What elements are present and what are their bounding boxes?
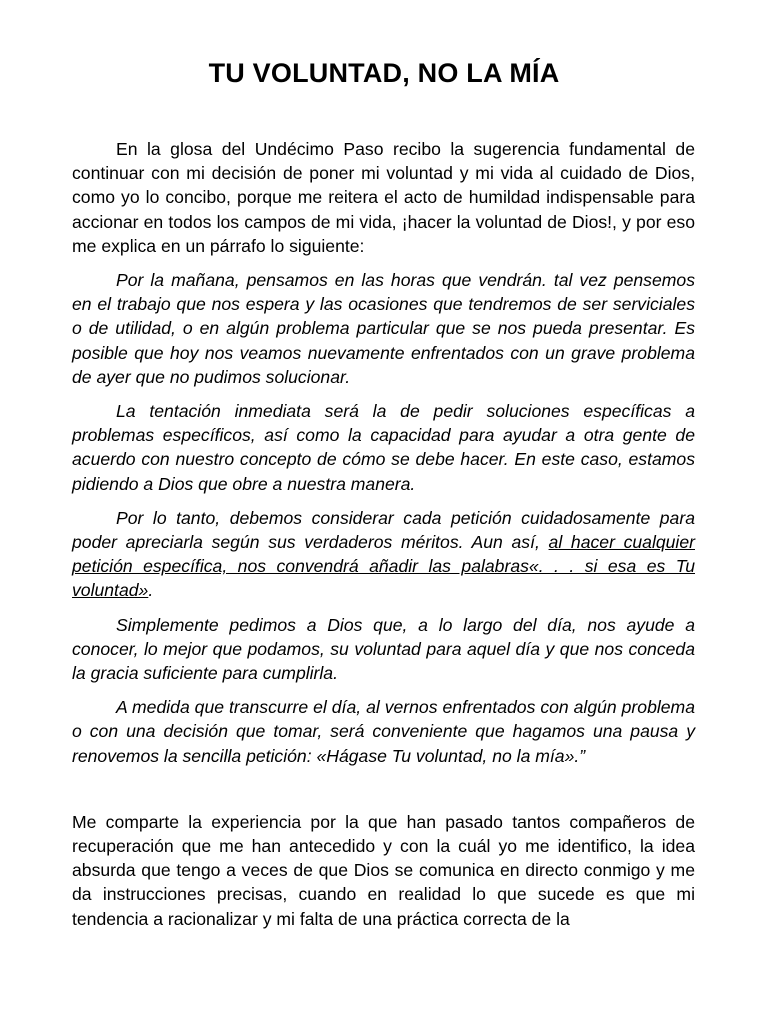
document-title: TU VOLUNTAD, NO LA MÍA <box>208 58 560 88</box>
quote-paragraph-4: Simplemente pedimos a Dios que, a lo largo del día, nos ayude a conocer, lo mejor que podamos, su voluntad para aquel día y que nos conceda la gracia suficiente para cumplirla. <box>72 614 695 684</box>
quote-paragraph-3 <box>72 506 695 603</box>
closing-paragraph: Me comparte la experiencia por la que han pasado tantos compañeros de recuperación que me han antecedido y con la cuál yo me identifico, la idea absurda que tengo a veces de que Dios se comunica en directo conmigo y me da instrucciones precisas, cuando en realidad lo que sucede es que mi tendencia a racionalizar y mi falta de una práctica correcta de la <box>72 811 695 929</box>
document-body <box>72 137 695 941</box>
quote-paragraph-1: Por la mañana, pensamos en las horas que vendrán. tal vez pensemos en el trabajo que nos espera y las ocasiones que tendremos de ser serviciales o de utilidad, o en algún problema particular que se nos pueda presentar. Es posible que hoy nos veamos nuevamente enfrentados con un grave problema de ayer que no pudimos solucionar. <box>72 270 695 387</box>
quote-paragraph-2: La tentación inmediata será la de pedir soluciones específicas a problemas específicos, así como la capacidad para ayudar a otra gente de acuerdo con nuestro concepto de cómo se debe hacer. En este caso, estamos pidiendo a Dios que obre a nuestra manera. <box>72 401 695 494</box>
quote-paragraph-5: A medida que transcurre el día, al vernos enfrentados con algún problema o con una decisión que tomar, será conveniente que hagamos una pausa y renovemos la sencilla petición: «Hágase Tu voluntad, no la mía».” <box>72 697 695 766</box>
quote-3-text-start: Por lo tanto, debemos considerar cada petición cuidadosamente para poder apreciarla según sus verdaderos méritos. Aun así, <box>72 507 695 553</box>
intro-paragraph: En la glosa del Undécimo Paso recibo la sugerencia fundamental de continuar con mi decisión de poner mi voluntad y mi vida al cuidado de Dios, como yo lo concibo, porque me reitera el acto de humildad indispensable para accionar en todos los campos de mi vida, ¡hacer la voluntad de Dios!, y por eso me explica en un párrafo lo siguiente: <box>72 139 695 256</box>
quote-3-underlined-text: al hacer cualquier petición específica, nos convendrá añadir las palabras«. . . si esa es Tu voluntad» <box>72 532 695 601</box>
quote-3-text-end: . <box>148 580 154 601</box>
